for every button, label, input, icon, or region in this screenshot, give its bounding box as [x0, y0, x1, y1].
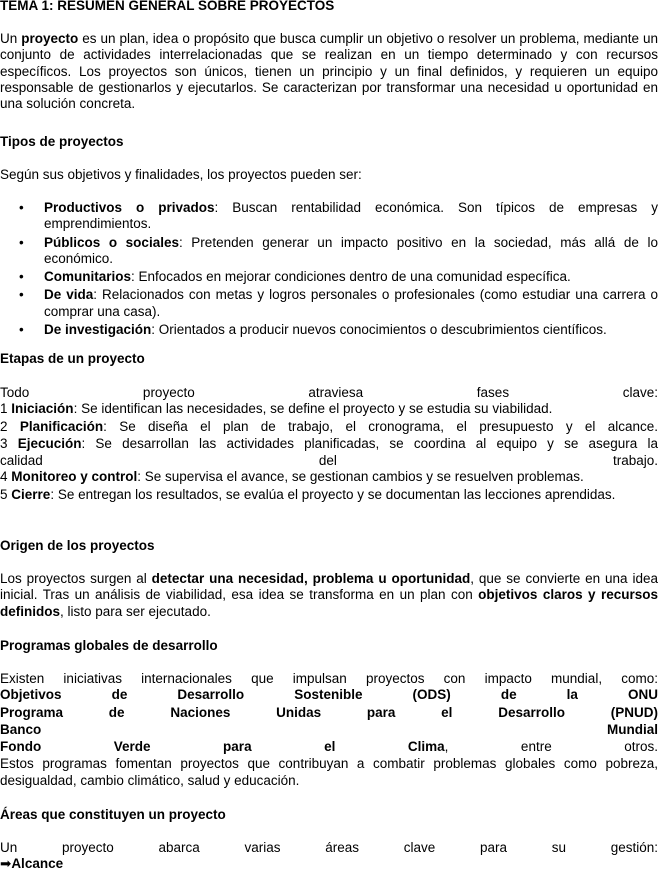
arrow-icon: ➡	[0, 856, 12, 871]
areas-body	[0, 840, 658, 871]
list-item: • Comunitarios: Enfocados en mejorar condiciones dentro de una comunidad específica.	[19, 269, 571, 285]
list-item: • Productivos o privados: Buscan rentabilidad económica. Son típicos de empresas y emprendimientos.	[19, 200, 658, 232]
programa-item: Objetivos de Desarrollo Sostenible (ODS) de la ONU	[0, 687, 658, 703]
tipos-heading: Tipos de proyectos	[0, 134, 124, 149]
list-item: • De investigación: Orientados a producir nuevos conocimientos o descubrimientos científicos.	[19, 322, 607, 338]
etapa-step: 3 Ejecución: Se desarrollan las actividades planificadas, se coordina al equipo y se asegura la	[0, 435, 658, 451]
etapa-step-continuation: calidad del trabajo.	[0, 453, 658, 469]
programas-body	[0, 671, 658, 789]
tipos-list	[0, 200, 658, 340]
etapa-step: 1 Iniciación: Se identifican las necesidades, se define el proyecto y se estudia su viabilidad.	[0, 401, 553, 417]
etapa-step: 4 Monitoreo y control: Se supervisa el avance, se gestionan cambios y se resuelven problemas.	[0, 469, 584, 485]
list-item: • Públicos o sociales: Pretenden generar un impacto positivo en la sociedad, más allá de lo económico.	[19, 234, 658, 266]
page-title: TEMA 1: RESUMEN GENERAL SOBRE PROYECTOS	[0, 0, 335, 13]
origen-paragraph: Los proyectos surgen al detectar una necesidad, problema u oportunidad, que se convierte en una idea inicial. Tras un análisis de viabilidad, esa idea se transforma en un plan con objetivos claros y recursos definidos, listo para ser ejecutado.	[0, 571, 658, 619]
programa-item: Banco Mundial	[0, 721, 658, 737]
areas-heading: Áreas que constituyen un proyecto	[0, 807, 226, 822]
programas-lead: Existen iniciativas internacionales que impulsan proyectos con impacto mundial, como:	[0, 671, 658, 686]
intro-term: proyecto	[21, 31, 79, 46]
tipos-lead: Según sus objetivos y finalidades, los proyectos pueden ser:	[0, 167, 362, 182]
programa-item: Fondo Verde para el Clima, entre otros.	[0, 739, 658, 755]
etapas-heading: Etapas de un proyecto	[0, 351, 145, 366]
areas-lead: Un proyecto abarca varias áreas clave para su gestión:	[0, 840, 658, 855]
etapa-step: 2 Planificación: Se diseña el plan de trabajo, el cronograma, el presupuesto y el alcance.	[0, 418, 658, 434]
etapa-step: 5 Cierre: Se entregan los resultados, se evalúa el proyecto y se documentan las lecciones aprendidas.	[0, 486, 616, 502]
origen-heading: Origen de los proyectos	[0, 538, 155, 553]
etapas-body	[0, 385, 658, 504]
programas-closing: Estos programas fomentan proyectos que contribuyan a combatir problemas globales como pobreza, desigualdad, cambio climático, salud y educación.	[0, 756, 658, 788]
list-item: • De vida: Relacionados con metas y logros personales o profesionales (como estudiar una carrera o comprar una casa).	[19, 287, 658, 319]
programas-heading: Programas globales de desarrollo	[0, 638, 218, 653]
area-item: ➡Alcance	[0, 856, 64, 871]
programa-item: Programa de Naciones Unidas para el Desarrollo (PNUD)	[0, 704, 658, 720]
intro-paragraph: Un proyecto es un plan, idea o propósito que busca cumplir un objetivo o resolver un problema, mediante un conjunto de actividades interrelacionadas que se realizan en un tiempo determinado y con recursos específicos. Los proyectos son únicos, tienen un principio y un final definidos, y requieren un equipo responsable de gestionarlos y ejecutarlos. Se caracterizan por transformar una necesidad u oportunidad en una solución concreta.	[0, 31, 658, 112]
etapas-lead: Todo proyecto atraviesa fases clave:	[0, 385, 658, 400]
